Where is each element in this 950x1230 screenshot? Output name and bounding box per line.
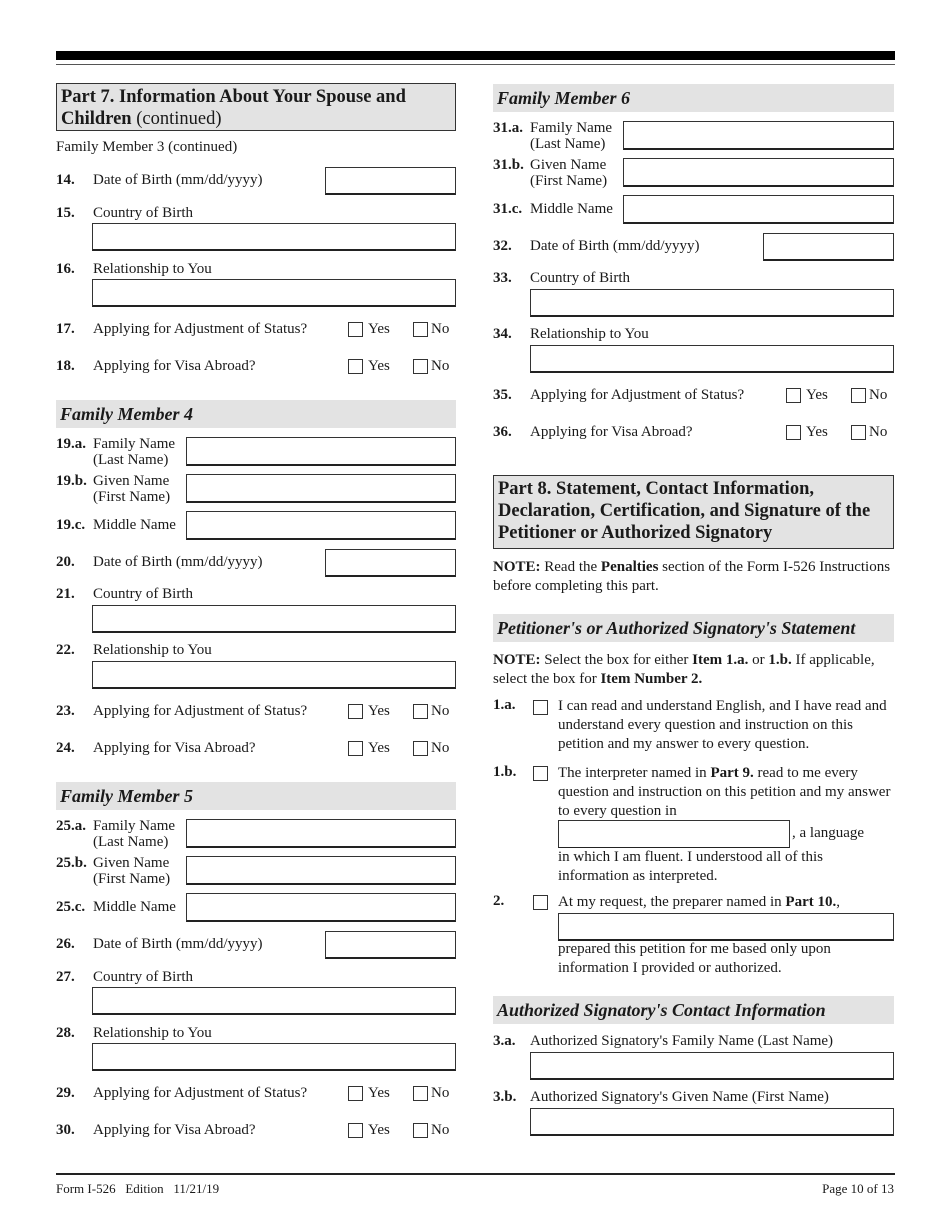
item-label: Country of Birth <box>93 969 193 985</box>
yes-label: Yes <box>368 358 390 374</box>
item-number: 27. <box>56 969 75 985</box>
item-label: Applying for Adjustment of Status? <box>530 387 745 403</box>
item-number: 30. <box>56 1122 75 1138</box>
item-number: 17. <box>56 321 75 337</box>
item-number: 25.a. <box>56 818 86 834</box>
note-prefix: NOTE: <box>493 652 541 668</box>
penalties-emphasis: Penalties <box>600 559 659 575</box>
interpreter-language-field[interactable] <box>558 820 790 848</box>
item-label: Authorized Signatory's Family Name (Last Name) <box>530 1033 834 1049</box>
fm4-middle-name-field[interactable] <box>186 511 456 540</box>
item-label: (Last Name) <box>530 136 606 152</box>
fm4-given-name-field[interactable] <box>186 474 456 503</box>
item-label: Country of Birth <box>93 205 193 221</box>
contact-info-header: Authorized Signatory's Contact Information <box>493 996 894 1024</box>
fm6-country-field[interactable] <box>530 289 894 317</box>
item-number: 15. <box>56 205 75 221</box>
fm4-adjustment-no-checkbox[interactable] <box>413 704 428 719</box>
statement-1b-checkbox[interactable] <box>533 766 548 781</box>
item-number: 36. <box>493 424 512 440</box>
fm5-dob-field[interactable] <box>325 931 456 959</box>
item-label: Given Name <box>530 157 607 173</box>
item-number: 19.b. <box>56 473 87 489</box>
fm6-adjustment-no-checkbox[interactable] <box>851 388 866 403</box>
item-number: 19.c. <box>56 517 86 533</box>
no-label: No <box>431 1085 450 1101</box>
fm5-relationship-field[interactable] <box>92 1043 456 1071</box>
signatory-family-name-field[interactable] <box>530 1052 894 1080</box>
part7-header <box>56 83 456 131</box>
item-number: 34. <box>493 326 512 342</box>
item-number: 18. <box>56 358 75 374</box>
item-label: (First Name) <box>93 871 171 887</box>
no-label: No <box>869 424 888 440</box>
no-label: No <box>431 703 450 719</box>
item-number: 19.a. <box>56 436 86 452</box>
note-text: If applicable, select the box for <box>493 652 875 687</box>
item-label: Relationship to You <box>93 1025 212 1041</box>
note-prefix: NOTE: <box>493 559 541 575</box>
fm5-country-field[interactable] <box>92 987 456 1015</box>
item-label: Applying for Visa Abroad? <box>93 1122 256 1138</box>
item-label: Given Name <box>93 855 170 871</box>
statement-text: read to me every question and instruction on this petition and my answer to every question in <box>558 765 891 819</box>
fm5-given-name-field[interactable] <box>186 856 456 885</box>
item-label: (Last Name) <box>93 452 169 468</box>
fm4-family-name-field[interactable] <box>186 437 456 466</box>
item-label: Family Name <box>93 436 176 452</box>
fm6-family-name-field[interactable] <box>623 121 894 150</box>
fm5-family-name-field[interactable] <box>186 819 456 848</box>
fm4-country-field[interactable] <box>92 605 456 633</box>
item-number: 26. <box>56 936 75 952</box>
note-text: section of the Form I-526 Instructions before completing this part. <box>493 559 891 594</box>
statement-2-text <box>558 893 894 912</box>
item-label: (Last Name) <box>93 834 169 850</box>
part8-header: Part 8. Statement, Contact Information, Declaration, Certification, and Signature of the Petitioner or Authorized Signatory <box>493 475 894 549</box>
item-number: 35. <box>493 387 512 403</box>
family-member-5-header: Family Member 5 <box>56 782 456 810</box>
item-label: Applying for Adjustment of Status? <box>93 1085 308 1101</box>
item-number: 1.a. <box>493 697 516 713</box>
item-number: 29. <box>56 1085 75 1101</box>
no-label: No <box>431 358 450 374</box>
item-label: Date of Birth (mm/dd/yyyy) <box>93 936 263 952</box>
statement-header: Petitioner's or Authorized Signatory's Statement <box>493 614 894 642</box>
statement-text: At my request, the preparer named in <box>558 894 786 910</box>
fm3-dob-field[interactable] <box>325 167 456 195</box>
item-label: Family Name <box>93 818 176 834</box>
statement-text: The interpreter named in <box>558 765 711 781</box>
statement-1b-text-cont: in which I am fluent. I understood all of this information as interpreted. <box>558 849 823 884</box>
note-text: or <box>748 652 769 668</box>
item-number: 24. <box>56 740 75 756</box>
family-member-4-header: Family Member 4 <box>56 400 456 428</box>
note-emphasis: 1.b. <box>768 652 792 668</box>
part10-emphasis: Part 10. <box>785 894 837 910</box>
statement-2-checkbox[interactable] <box>533 895 548 910</box>
item-number: 22. <box>56 642 75 658</box>
item-number: 21. <box>56 586 75 602</box>
item-number: 28. <box>56 1025 75 1041</box>
yes-label: Yes <box>368 740 390 756</box>
yes-label: Yes <box>368 1122 390 1138</box>
item-label: Relationship to You <box>93 261 212 277</box>
fm5-middle-name-field[interactable] <box>186 893 456 922</box>
item-label: Country of Birth <box>530 270 630 286</box>
item-label: Authorized Signatory's Given Name (First Name) <box>530 1089 829 1105</box>
item-label: (First Name) <box>93 489 171 505</box>
fm6-middle-name-field[interactable] <box>623 195 894 224</box>
item-label: Country of Birth <box>93 586 193 602</box>
fm6-given-name-field[interactable] <box>623 158 894 187</box>
item-label: Applying for Adjustment of Status? <box>93 321 308 337</box>
note-select-box <box>493 651 893 689</box>
yes-label: Yes <box>368 321 390 337</box>
no-label: No <box>431 740 450 756</box>
fm6-visa-yes-checkbox[interactable] <box>786 425 801 440</box>
fm5-adjustment-yes-checkbox[interactable] <box>348 1086 363 1101</box>
item-label: Date of Birth (mm/dd/yyyy) <box>93 554 263 570</box>
item-number: 25.b. <box>56 855 87 871</box>
footer-rule <box>56 1173 895 1175</box>
yes-label: Yes <box>368 1085 390 1101</box>
fm4-adjustment-yes-checkbox[interactable] <box>348 704 363 719</box>
statement-2-text-cont: prepared this petition for me based only upon information I provided or authorized. <box>558 941 831 976</box>
fm3-adjustment-yes-checkbox[interactable] <box>348 322 363 337</box>
item-number: 32. <box>493 238 512 254</box>
fm5-visa-yes-checkbox[interactable] <box>348 1123 363 1138</box>
item-number: 25.c. <box>56 899 86 915</box>
statement-text: , <box>836 894 840 910</box>
item-label: Applying for Visa Abroad? <box>93 740 256 756</box>
fm3-adjustment-no-checkbox[interactable] <box>413 322 428 337</box>
note-penalties <box>493 558 893 596</box>
fm3-relationship-field[interactable] <box>92 279 456 307</box>
item-label: Middle Name <box>530 201 613 217</box>
item-number: 23. <box>56 703 75 719</box>
fm6-visa-no-checkbox[interactable] <box>851 425 866 440</box>
fm5-adjustment-no-checkbox[interactable] <box>413 1086 428 1101</box>
statement-1b-text <box>558 764 894 821</box>
fm5-visa-no-checkbox[interactable] <box>413 1123 428 1138</box>
fm6-adjustment-yes-checkbox[interactable] <box>786 388 801 403</box>
item-number: 3.b. <box>493 1089 517 1105</box>
fm4-visa-no-checkbox[interactable] <box>413 741 428 756</box>
item-label: Applying for Visa Abroad? <box>530 424 693 440</box>
item-label: (First Name) <box>530 173 608 189</box>
no-label: No <box>431 321 450 337</box>
item-label: Applying for Visa Abroad? <box>93 358 256 374</box>
item-number: 16. <box>56 261 75 277</box>
statement-1a-checkbox[interactable] <box>533 700 548 715</box>
fm4-visa-yes-checkbox[interactable] <box>348 741 363 756</box>
no-label: No <box>431 1122 450 1138</box>
item-number: 31.c. <box>493 201 523 217</box>
part9-emphasis: Part 9. <box>710 765 754 781</box>
language-suffix: , a language <box>792 825 865 841</box>
item-number: 1.b. <box>493 764 517 780</box>
top-rule-thick <box>56 51 895 60</box>
statement-1a-text: I can read and understand English, and I have read and understand every question and instruction on this petition and my answer to every question. <box>558 698 887 752</box>
item-label: Middle Name <box>93 517 176 533</box>
note-emphasis: Item Number 2. <box>600 671 703 687</box>
item-label: Relationship to You <box>530 326 649 342</box>
item-label: Relationship to You <box>93 642 212 658</box>
yes-label: Yes <box>368 703 390 719</box>
item-label: Given Name <box>93 473 170 489</box>
part7-title: Part 7. Information About Your Spouse and Children <box>61 87 406 129</box>
part7-continued: (continued) <box>131 109 222 129</box>
yes-label: Yes <box>806 424 828 440</box>
preparer-name-field[interactable] <box>558 913 894 941</box>
family-member-3-label: Family Member 3 (continued) <box>56 139 238 155</box>
note-text: Read the <box>540 559 601 575</box>
fm3-visa-yes-checkbox[interactable] <box>348 359 363 374</box>
family-member-6-header: Family Member 6 <box>493 84 894 112</box>
note-text: Select the box for either <box>540 652 693 668</box>
item-label: Date of Birth (mm/dd/yyyy) <box>530 238 700 254</box>
fm6-relationship-field[interactable] <box>530 345 894 373</box>
form-edition: Form I-526 Edition 11/21/19 <box>56 1181 220 1196</box>
page-number: Page 10 of 13 <box>822 1181 894 1196</box>
item-label: Middle Name <box>93 899 176 915</box>
item-number: 2. <box>493 893 505 909</box>
item-number: 20. <box>56 554 75 570</box>
item-number: 31.b. <box>493 157 524 173</box>
fm3-country-field[interactable] <box>92 223 456 251</box>
item-label: Family Name <box>530 120 613 136</box>
item-number: 33. <box>493 270 512 286</box>
top-rule-thin <box>56 64 895 65</box>
item-label: Date of Birth (mm/dd/yyyy) <box>93 172 263 188</box>
fm4-relationship-field[interactable] <box>92 661 456 689</box>
item-number: 3.a. <box>493 1033 516 1049</box>
no-label: No <box>869 387 888 403</box>
yes-label: Yes <box>806 387 828 403</box>
fm4-dob-field[interactable] <box>325 549 456 577</box>
fm6-dob-field[interactable] <box>763 233 894 261</box>
signatory-given-name-field[interactable] <box>530 1108 894 1136</box>
item-label: Applying for Adjustment of Status? <box>93 703 308 719</box>
item-number: 31.a. <box>493 120 523 136</box>
fm3-visa-no-checkbox[interactable] <box>413 359 428 374</box>
note-emphasis: Item 1.a. <box>692 652 749 668</box>
item-number: 14. <box>56 172 75 188</box>
